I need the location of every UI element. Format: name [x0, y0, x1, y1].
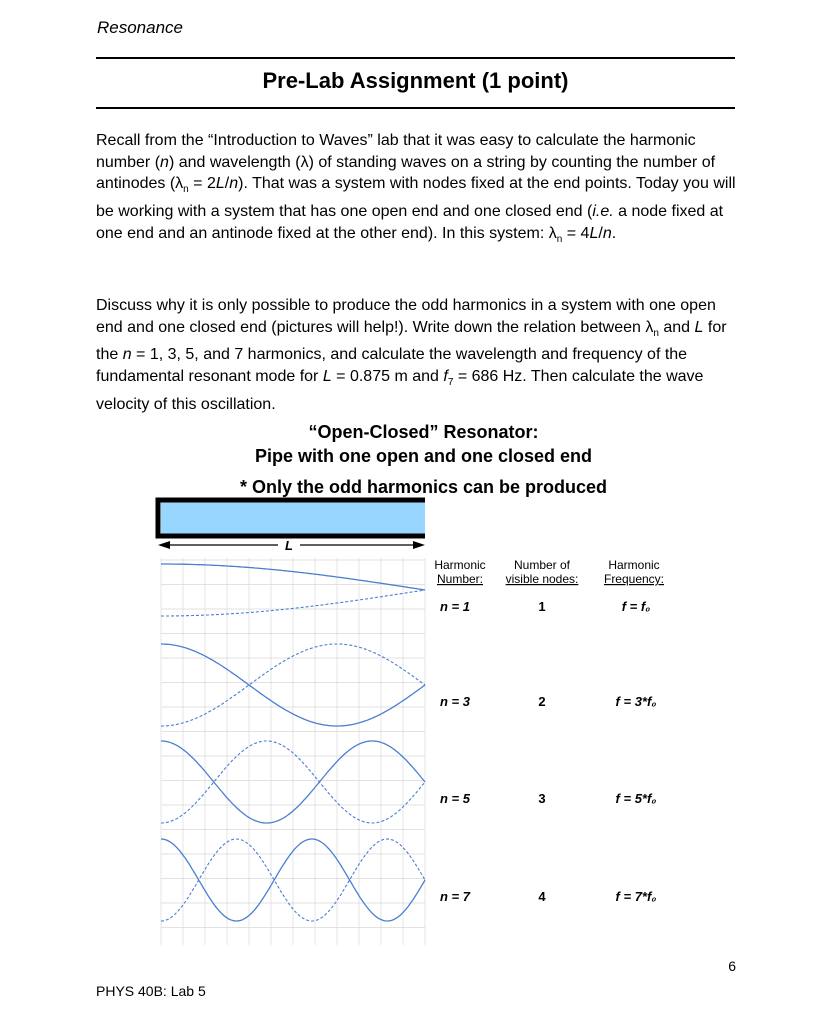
figure-note: * Only the odd harmonics can be produced: [239, 477, 608, 497]
harmonic-number-label: n = 3: [440, 694, 470, 709]
pipe-wall: [158, 500, 425, 536]
harmonic-frequency-value: f = 5*f₀: [615, 791, 657, 806]
page-title: Pre-Lab Assignment (1 point): [262, 68, 569, 93]
harmonic-frequency-value: f = 7*f₀: [615, 889, 657, 904]
figure-grid: [161, 558, 425, 945]
harmonic-waves: [161, 564, 425, 921]
title-rule-top: [96, 57, 735, 59]
header-harmonic-number-1: Harmonic: [434, 558, 486, 572]
arrow-right-head: [413, 541, 425, 549]
harmonic-number-label: n = 7: [440, 889, 470, 904]
header-visible-nodes-2: visible nodes:: [505, 572, 579, 586]
header-harmonic-number-2: Number:: [436, 572, 484, 586]
question-paragraph: Discuss why it is only possible to produce the odd harmonics in a system with one open end and one closed end (pictures will help!). Write down the relation between $\lambda_n$ and L for the n = 1, 3, 5, and 7 harmonics, and calculate the wavelength and frequency of the fundamental resonant mode for L = 0.875 m and $f_7 = 686$ Hz. Then calculate the wave velocity of this oscillation.: [96, 297, 727, 413]
wave-dashed-n3: [161, 644, 425, 726]
running-header: Resonance: [97, 18, 184, 37]
header-frequency-2: Frequency:: [603, 572, 665, 586]
wave-dashed-n1: [161, 590, 425, 616]
wave-solid-n5: [161, 741, 425, 823]
visible-nodes-value: 4: [538, 889, 546, 904]
harmonic-frequency-value: f = 3*f₀: [615, 694, 657, 709]
title-rule-bottom: [96, 107, 735, 109]
length-label: L: [285, 538, 293, 553]
wave-dashed-n5: [161, 741, 425, 823]
pipe-air-column: [161, 502, 425, 534]
wave-solid-n3: [161, 644, 425, 726]
visible-nodes-value: 2: [538, 694, 546, 709]
header-frequency-1: Harmonic: [608, 558, 660, 572]
footer-course: PHYS 40B: Lab 5: [96, 983, 206, 999]
intro-paragraph: Recall from the “Introduction to Waves” lab that it was easy to calculate the harmonic number (n) and wavelength (λ) of standing waves on a string by counting the number of antinodes $(\lambda_n = 2L/n)$. That was a system with nodes fixed at the end points. Today you will be working with a system that has one open end and one closed end (i.e. a node fixed at one end and an antinode fixed at the other end). In this system: $\lambda_n = 4L/n$.: [96, 132, 736, 245]
visible-nodes-value: 1: [538, 599, 546, 614]
visible-nodes-value: 3: [538, 791, 546, 806]
wave-solid-n7: [161, 839, 425, 921]
harmonic-number-label: n = 1: [440, 599, 470, 614]
harmonic-table-rows: [440, 599, 656, 904]
wave-dashed-n7: [161, 839, 425, 921]
harmonic-number-label: n = 5: [440, 791, 470, 806]
page-number: 6: [728, 958, 736, 974]
arrow-left-head: [158, 541, 170, 549]
wave-solid-n1: [161, 564, 425, 590]
header-visible-nodes-1: Number of: [513, 558, 571, 572]
figure-title-line2: Pipe with one open and one closed end: [254, 446, 593, 466]
harmonic-frequency-value: f = f₀: [621, 599, 651, 614]
figure-title-line1: “Open-Closed” Resonator:: [308, 422, 539, 442]
